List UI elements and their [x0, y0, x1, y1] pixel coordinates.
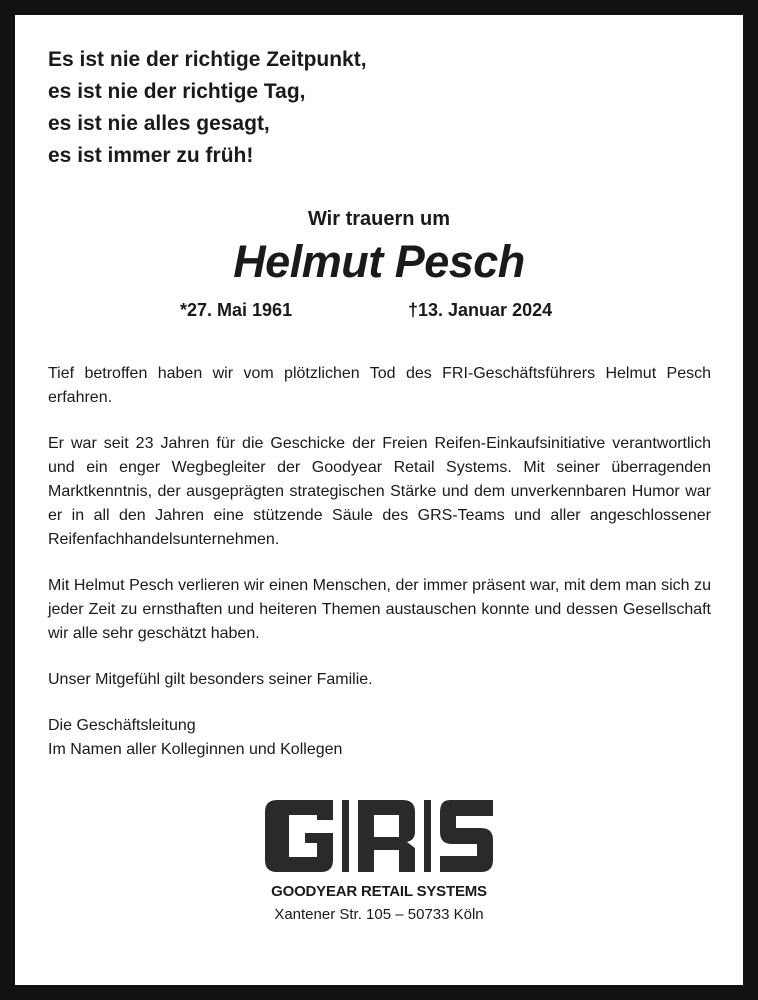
- poem-line: es ist immer zu früh!: [48, 144, 254, 167]
- poem-line: Es ist nie der richtige Zeitpunkt,: [48, 48, 367, 71]
- poem-line: es ist nie der richtige Tag,: [48, 80, 306, 103]
- paragraph: Mit Helmut Pesch verlieren wir einen Menschen, der immer präsent war, mit dem man sich zu jeder Zeit zu ernsthaften und heiteren Themen austauschen konnte und dessen Gesellschaft wir alle sehr geschätzt haben.: [48, 577, 711, 642]
- mourning-heading: Wir trauern um: [307, 208, 451, 230]
- obituary-text: [48, 362, 711, 762]
- poem-line: es ist nie alles gesagt,: [48, 112, 270, 135]
- paragraph: Er war seit 23 Jahren für die Geschicke der Freien Reifen-Einkaufsinitiative verantwortlich und ein enger Wegbegleiter der Goodyear Retail Systems. Mit seiner überragenden Marktkenntnis, der ausgeprägten strategischen Stärke und dem unverkennbaren Humor war er in all den Jahren eine stützende Säule des GRS-Teams und aller angeschlossener Reifenfachhandelsunternehmen.: [48, 435, 711, 548]
- signature-line-1: Die Geschäftsleitung: [48, 717, 196, 734]
- paragraph: Unser Mitgefühl gilt besonders seiner Familie.: [48, 671, 373, 688]
- birth-date: *27. Mai 1961: [180, 300, 293, 320]
- signature-line-2: Im Namen aller Kolleginnen und Kollegen: [48, 741, 343, 758]
- company-address: Xantener Str. 105 – 50733 Köln: [274, 906, 484, 923]
- grs-logo-mark: [265, 800, 493, 872]
- logo-subtitle: GOODYEAR RETAIL SYSTEMS: [271, 883, 487, 900]
- paragraph: Tief betroffen haben wir vom plötzlichen Tod des FRI-Geschäftsführers Helmut Pesch erfahren.: [48, 365, 711, 406]
- grs-logo: [265, 800, 493, 877]
- deceased-name: Helmut Pesch: [233, 236, 525, 287]
- signature: [48, 714, 711, 762]
- poem: [48, 44, 367, 172]
- death-date: †13. Januar 2024: [408, 300, 553, 320]
